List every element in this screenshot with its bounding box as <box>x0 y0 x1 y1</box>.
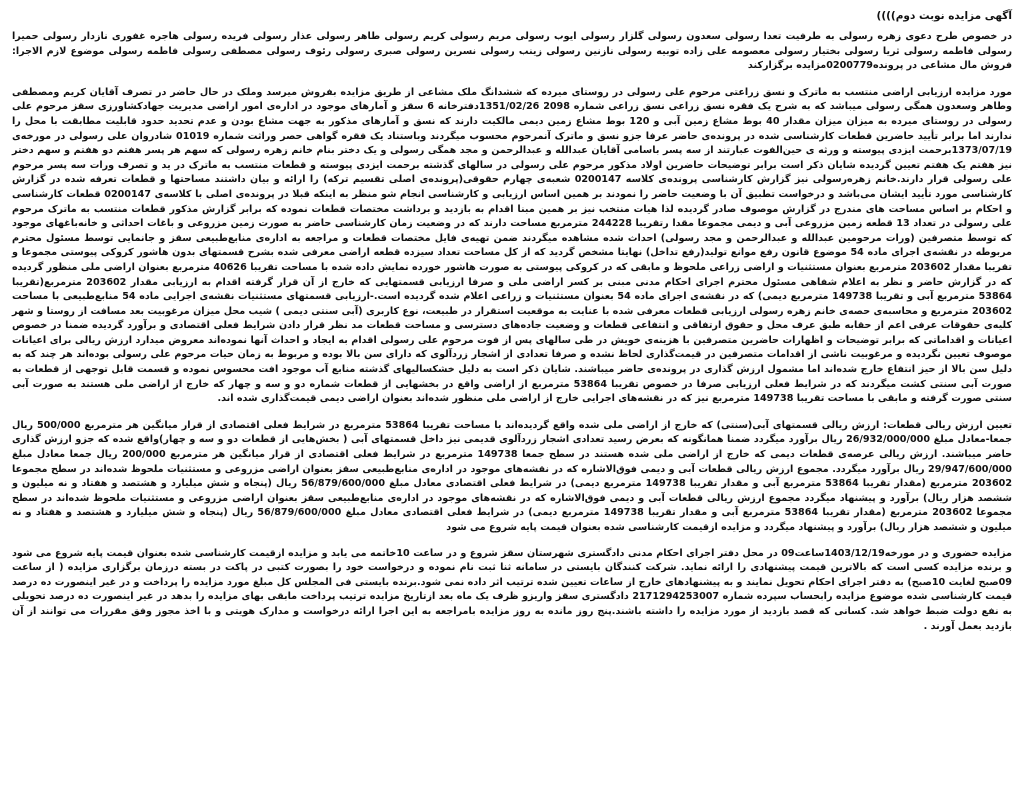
paragraph-parties: در خصوص طرح دعوی زهره رسولی به طرفیت تعدا رسولی سعدون رسولی گلزار رسولی ایوب رسولی مریم رسولی کریم رسولی طاهر رسولی عذار رسولی فریده رسولی هاجره غفوری نازدار رسولی حمیرا رسولی فاطمه رسولی ثریا رسولی بختیار رسولی معصومه علی زاده توبیه رسولی نازنین رسولی زینب رسولی نسرین رسولی صبری رسولی رئوف رسولی مصطفی رسولی فاطمه رسولی موضوع لازم الاجرا: فروش مال مشاعی در پرونده0200779مزایده برگزارکند <box>12 31 1012 72</box>
paragraph-valuation: تعیین ارزش ریالی قطعات: ارزش ریالی قسمتهای آبی(سنتی) که خارج از اراضی ملی شده واقع گردیده‌اند با مساحت تقریبا 53864 مترمربع در شرایط فعلی اقتصادی از قرار میانگین هر مترمربع 500/000 ریال جمعا-معادل مبلغ 26/932/000/000 ریال برآورد میگردد ضمنا همانگونه که بعرض رسید تعدادی اشجار زردآلوی قدیمی نیز داخل قسمتهای آبی ( بخش‌هایی از قطعات دو و سه و چهار)واقع شده که جزو ارزش گذاری حاضر میباشند. ارزش ریالی عرصه‌ی قطعات دیمی که خارج از اراضی ملی شده هستند در سطح جمعا 149738 مترمربع در شرایط فعلی اقتصادی از قرار میانگین هر مترمربع 200/000 ریال جمعا معادل مبلغ 29/947/600/000 ریال برآورد میگردد. مجموع ارزش ریالی قطعات آبی و دیمی فوق‌الاشاره که در نقشه‌های موجود در اداره‌ی منابع‌طبیعی سقز بعنوان اراضی مزروعی و مستثنیات ملحوظ شده‌اند در سطح مجموعا 203602 مترمربع (مقدار تقریبا 53864 مترمربع آبی و مقدار تقریبا 149738 مترمربع دیمی) در شرایط فعلی اقتصادی معادل مبلغ 56/879/600/000 ریال (پنجاه و شش میلیارد و هشتصد و هفتاد و نه میلیون و ششصد هزار ریال) برآورد و پیشنهاد میگردد مجموع ارزش ریالی قطعات آبی و دیمی فوق‌الاشاره که در نقشه‌های موجود در اداره‌ی منابع‌طبیعی سقز بعنوان اراضی مزروعی و مستثنیات ملحوظ شده‌اند در سطح مجموعا 203602 مترمربع (مقدار تقریبا 53864 مترمربع آبی و مقدار تقریبا 149738 مترمربع دیمی) در شرایط فعلی اقتصادی معادل مبلغ 56/879/600/000 ریال (پنجاه و شش میلیارد و هشتصد و هفتاد و نه میلیون و ششصد هزار ریال) برآورد و پیشنهاد میگردد و مزایده ازقیمت کارشناسی شده بعنوان قیمت پایه شروع می شود <box>12 419 1012 533</box>
notice-title: آگهی مزایده نوبت دوم)))) <box>876 10 1012 22</box>
auction-notice <box>12 8 1012 784</box>
paragraph-auction-terms: مزایده حضوری و در مورخه1403/12/19ساعت09 در محل دفتر اجرای احکام مدنی دادگستری شهرستان سقز شروع و در ساعت 10خاتمه می یابد و مزایده ازقیمت کارشناسی شده بعنوان قیمت پایه شروع می شود و برنده مزایده کسی است که بالاترین قیمت پیشنهادی را ارائه نماید. شرکت کنندگان بایستی در سامانه ثنا ثبت نام نموده و درخواست خود را بصورت کتبی در پاکت در بسته درزمان برگزاری مزایده ( از ساعت 09صبح لغایت 10صبح) به دفتر اجرای احکام تحویل نمایند و به پیشنهادهای خارج از ساعات تعیین شده ترتیب اثر داده نمی شود.برنده بایستی فی المجلس کل مبلغ مورد مزایده را پرداخت و در غیر اینصورت ده درصد قیمت کارشناسی شده موضوع مزایده رابحساب سپرده شماره 2171294253007 دادگستری سقز واریزو ظرف یک ماه بعد ازتاریخ مزایده ترتیب پرداخت مابقی بهای مزایده را بدهد در غیر اینصورت ده درصد تحویلی به نفع دولت ضبط خواهد شد. کسانی که قصد بازدید از مورد مزایده را داشته باشند.پنج روز مانده به روز مزایده بامراجعه به این اجرا ارائه درخواست و مدارک هویتی و با اخذ مجوز وفق مقررات می توانند از آن بازدید بعمل آورند . <box>12 547 1012 632</box>
paragraph-property-description: مورد مزایده ارزیابی اراضی منتسب به ماترک و نسق زراعتی مرحوم علی رسولی در روستای میرده که ششدانگ ملک مشاعی از طریق مزایده بفروش میرسد وملک در حال حاضر در تصرف آقایان کریم ومصطفی وطاهر وسعدون همگی رسولی میباشد که به شرح یک فقره نسق زراعی نسق زراعی شماره 2098 1351/02/26دفترخانه 6 سقز و آمارهای موجود در اداره‌ی امور اراضی مدیریت جهادکشاورزی سقز مرحوم علی رسولی در روستای میرده به میزان میزان مقدار 40 بوط مشاع زمین آبی و 120 بوط مشاع زمین دیمی مالکیت دارند که نسق و آمارهای مذکور به جهت مشاع بودن و عدم تحدید حدود قابلیت مطابقت با محل را ندارند اما برابر تأیید حاضرین قطعات کارشناسی شده در پرونده‌ی حاضر عرفا جزو نسق و ماترک آنمرحوم محسوب میگردند وبا‌ستناد یک فقره گواهی حصر وراثت شماره 01019 شادروان علی رسولی در مورخه‌ی 1373/07/19برحمت ایزدی پیوسته و ورثه ی حین‌الفوت عبارتند از سه پسر باسامی آقایان عبدالله و عبدالرحمن و مجد همگی رسولی و یک دختر بنام خانم زهره رسولی که سهم هر پسر هفتم دو هفتم و سهم دختر نیز هفتم یک هفتم تعیین گردیده شایان ذکر است برابر توضیحات حاضرین اولاد مذکور مرحوم علی رسولی در سالهای گذشته برحمت ایزدی پیوسته و قطعات منتسب به ماترک در ید و تصرف ورات سه پسر مرحوم علی رسولی قرار دارند.خانم زهره‌رسولی نیز گزارش کارشناسی پرونده‌ی کلاسه 0200147 شعبه‌ی چهارم حقوقی(پرونده‌ی اصلی تقسیم ترکه) را ارائه و بیان داشتند مساحتها و قطعات تعرفه شده در گزارش کارشناسی مورد تأیید ایشان می‌باشد و درخواست تطبیق آن با وضعیت حاضر را نمودند بر همین اساس ارزیابی و کارشناسی انجام شو منظر به اینکه قبلا در پرونده‌ی اصلی با کلاسه‌ی 0200147 قطعات کارشناسی و احکام بر اساس مساحت های مندرج در گزارش موصوف صادر گردیده لذا هیات منتخب نیز بر همین مبنا اقدام به بازدید و برداشت مختصات قطعات نموده که برابر گزارش مذکور قطعات منتسب به ماترک مرحوم علی رسولی در تعداد 13 قطعه زمین مزروعی آبی و دیمی مجموعا مقدا رتقریبا 244228 مترمربع مساحت دارند که در وضعیت زمان کارشناسی حاضر به صورت زمین مزروعی و باغات احداثی و خانه‌باغهای موجود که توسط متصرفین (ورات مرحومین عبدالله و عبدالرحمن و مجد رسولی) احداث شده مشاهده میگردند ضمن تهیه‌ی فایل مختصات قطعات و مراجعه به اداره‌ی منابع‌طبیعی سقز و جانمایی توسط مسئول محترم مربوطه در نقشه‌ی اجرای ماده 54 موضوع قانون رفع موانع تولید(رفع تداخل) نهایتا مشخص گردید که از کل مساحت تعداد سیزده قطعه اراضی معرفی شده بشرح قسمتهای بدون هاشور کروکی پیوستی مجموعا و تقریبا مقدار 203602 مترمربع بعنوان مستثنیات و اراضی زراعی ملحوظ و مابقی که در کروکی پیوستی به صورت هاشور خورده نمایش داده شده با مساحت تقریبا 40626 مترمربع بعنوان اراضی ملی منظور گردیده که در گزارش حاضر و نظر به اعلام شفاهی مسئول محترم اجرای احکام مدنی مبنی بر کسر اراضی ملی و صرفا ارزیابی قسمتهایی که خارج از آن قرار گرفته اقدام به ارزیابی مقدار 203602 مترمربع(تقریبا 53864 مترمربع آبی و تقریبا 149738 مترمربع دیمی) که در نقشه‌ی اجرای ماده 54 بعنوان مستثنیات و زراعی اعلام شده گردیده است.-ارزیابی قسمتهای مستثنیات نقشه‌ی اجرایی ماده 54 منابع‌طبیعی با مساحت 203602 مترمربع و محاسبه‌ی حصه‌ی خانم زهره رسولی ارزیابی قطعات معرفی شده با عنایت به موقعیت استقرار در طبیعت، نوع کاربری (آبی سنتی دیمی ) شیب محل میزان مرغوبیت بعد مسافت از روستا و شهر کلیه‌ی حقوقات عرفی اعم از حقابه طبق عرف محل و حقوق ارتفاقی و انتفاعی قطعات و وضعیت جاده‌های دسترسی و مساحت قطعات مد نظر قرار دادن شرایط فعلی اقتصادی و برآورد گردیده ضمنا در خصوص اعیانات و اقداماتی که برابر توضیحات و اظهارات حاضرین متصرفین با هزینه‌ی خویش در طی سالهای پس از فوت مرحوم علی رسولی اقدام به ایجاد و احداث آنها نموده‌اند معروض میدارد ارزش ریالی برای اعیانات موصوف تعیین نگردیده و مرغوبیت ناشی از اقدامات متصرفین در قیمت‌گذاری لحاظ نشده و صرفا تعدادی از اشجار زردآلوی که دارای سن بالا بوده و مربوط به زمان حیات مرحوم علی رسولی بوده‌اند هر چند که به دلیل سن بالا از حیز انتفاع خارج شده‌اند اما مشمول ارزش گذاری در پرونده‌ی حاضر میباشند. شایان ذکر است به دلیل خشکسالیهای گذشته منابع آب موجود افت محسوس نموده و قسمت قابل توجهی از قطعات به صورت آبی سنتی کشت میگردند که در شرایط فعلی ارزیابی صرفا در خصوص تقریبا 53864 مترمربع از اراضی واقع در بخشهایی از قطعات شماره دو و سه و چهار که خارج از اراضی ملی هستند به صورت آبی سنتی صورت گرفته و مابقی با مساحت تقریبا 149738 مترمربع نیز که در نقشه‌های اجرایی خارج از اراضی ملی منظور شده‌اند بعنوان اراضی دیمی قیمت‌گذاری شده اند. <box>12 86 1013 405</box>
